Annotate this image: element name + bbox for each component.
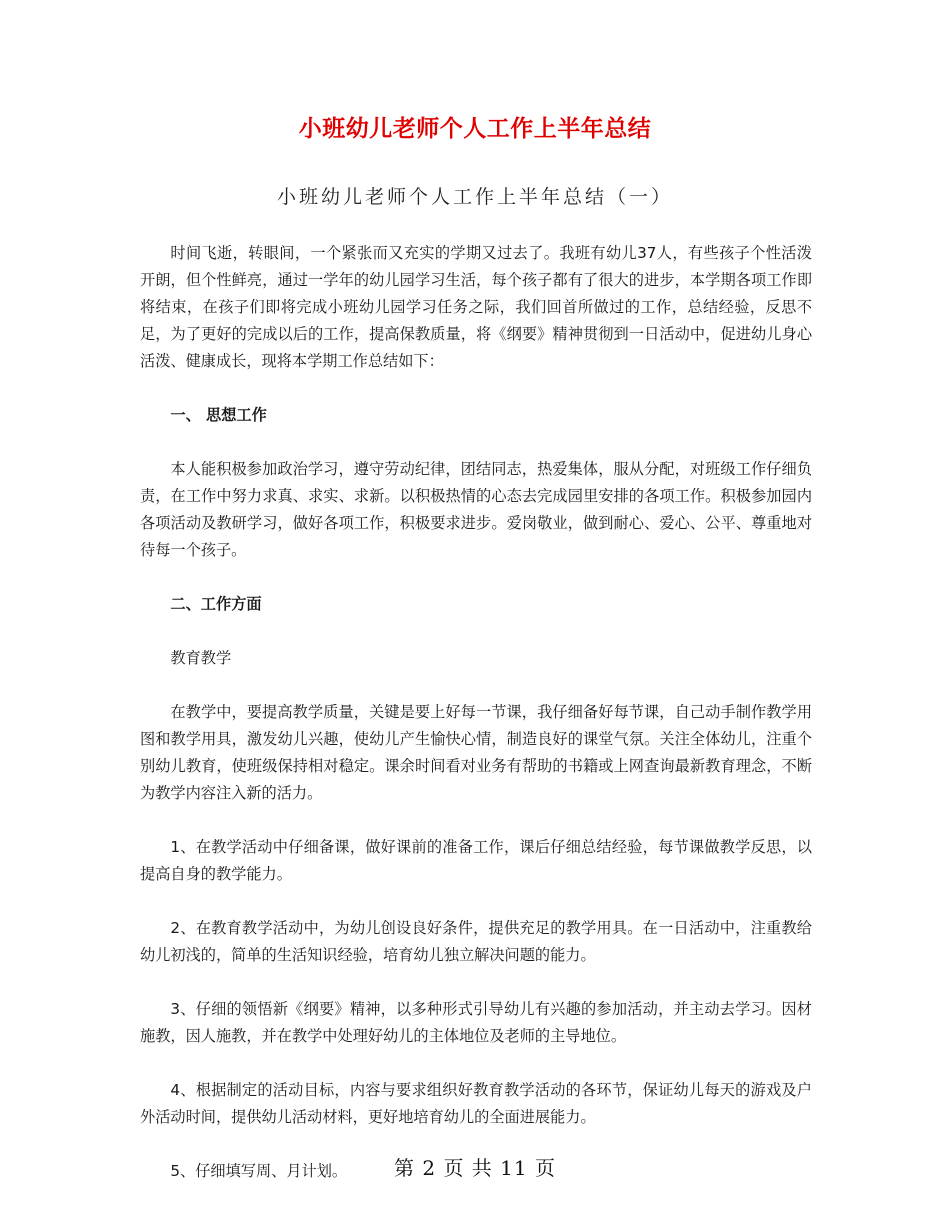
subsection-label-teaching: 教育教学	[170, 649, 232, 667]
document-title: 小班幼儿老师个人工作上半年总结	[298, 116, 652, 142]
list-item: 1、在教学活动中仔细备课，做好课前的准备工作，课后仔细总结经验，每节课做教学反思，以提高自身的教学能力。	[140, 838, 812, 883]
list-item: 3、仔细的领悟新《纲要》精神，以多种形式引导幼儿有兴趣的参加活动，并主动去学习。因材施教，因人施教，并在教学中处理好幼儿的主体地位及老师的主导地位。	[140, 1000, 812, 1045]
teaching-paragraph: 在教学中，要提高教学质量，关键是要上好每一节课，我仔细备好每节课，自己动手制作教学用图和教学用具，激发幼儿兴趣，使幼儿产生愉快心情，制造良好的课堂气氛。关注全体幼儿，注重个别幼儿教育，使班级保持相对稳定。课余时间看对业务有帮助的书籍或上网查询最新教育理念，不断为教学内容注入新的活力。	[140, 703, 812, 802]
section-heading-work: 二、工作方面	[170, 595, 262, 613]
list-item: 4、根据制定的活动目标，内容与要求组织好教育教学活动的各环节，保证幼儿每天的游戏及户外活动时间，提供幼儿活动材料，更好地培育幼儿的全面进展能力。	[140, 1081, 812, 1126]
intro-paragraph: 时间飞逝，转眼间，一个紧张而又充实的学期又过去了。我班有幼儿37人，有些孩子个性活泼开朗，但个性鲜亮，通过一学年的幼儿园学习生活，每个孩子都有了很大的进步，本学期各项工作即将结束，在孩子们即将完成小班幼儿园学习任务之际，我们回首所做过的工作，总结经验，反思不足，为了更好的完成以后的工作，提高保教质量，将《纲要》精神贯彻到一日活动中，促进幼儿身心活泼、健康成长，现将本学期工作总结如下：	[140, 244, 812, 370]
thought-paragraph: 本人能积极参加政治学习，遵守劳动纪律，团结同志，热爱集体，服从分配，对班级工作仔细负责，在工作中努力求真、求实、求新。以积极热情的心态去完成园里安排的各项工作。积极参加园内各项活动及教研学习，做好各项工作，积极要求进步。爱岗敬业，做到耐心、爱心、公平、尊重地对待每一个孩子。	[140, 460, 812, 559]
page-number: 第 2 页 共 11 页	[394, 1156, 556, 1180]
document-subtitle: 小班幼儿老师个人工作上半年总结（一）	[276, 186, 673, 208]
section-heading-thought: 一、 思想工作	[170, 406, 267, 424]
document-body	[140, 240, 812, 1212]
list-item: 2、在教育教学活动中，为幼儿创设良好条件，提供充足的教学用具。在一日活动中，注重教给幼儿初浅的，简单的生活知识经验，培育幼儿独立解决问题的能力。	[140, 919, 812, 964]
list-item: 5、仔细填写周、月计划。	[170, 1162, 348, 1180]
